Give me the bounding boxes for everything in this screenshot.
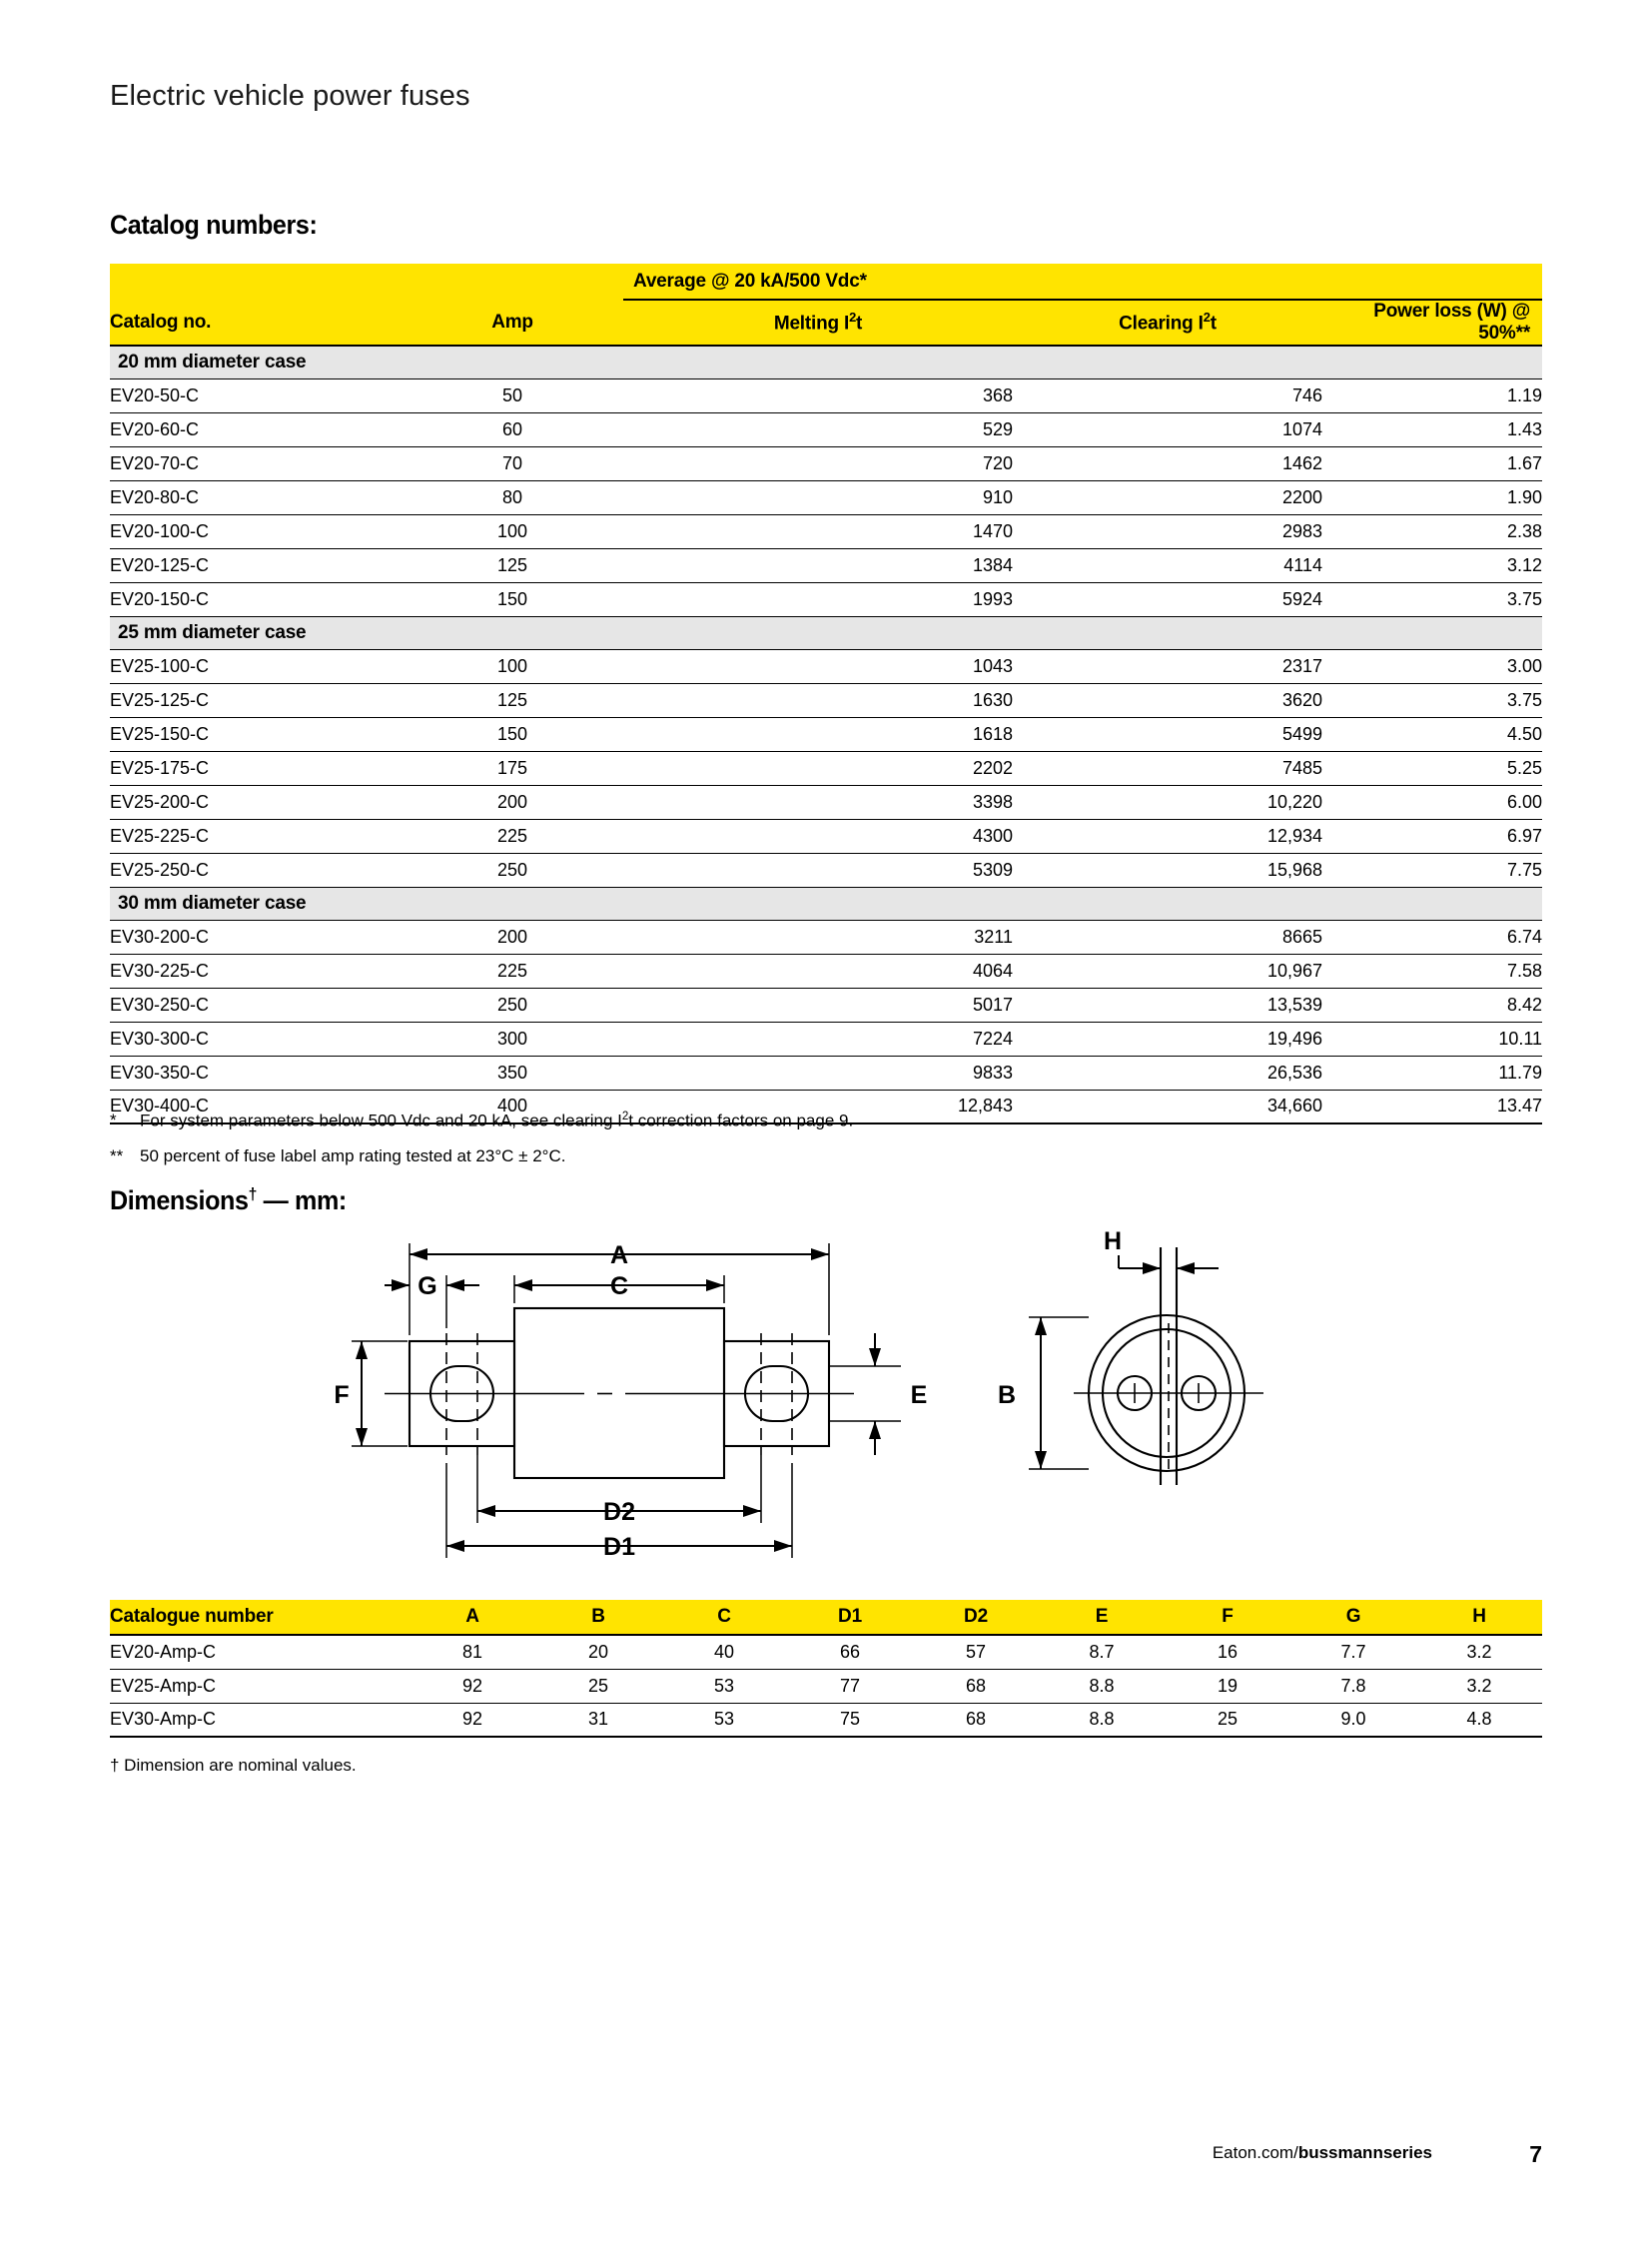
cell-power-loss: 3.00 (1322, 649, 1542, 683)
cell-clearing-i2t: 26,536 (1013, 1056, 1322, 1090)
dimensions-footnote: † Dimension are nominal values. (110, 1756, 357, 1775)
cell-catalog-no: EV20-125-C (110, 548, 402, 582)
cell-catalogue-number: EV20-Amp-C (110, 1635, 410, 1669)
table-row (110, 683, 1542, 717)
group-header-average: Average @ 20 kA/500 Vdc* (623, 264, 1542, 300)
table-row (110, 785, 1542, 819)
cell-clearing-i2t: 2983 (1013, 514, 1322, 548)
column-header-power-loss: Power loss (W) @ 50%** (1322, 300, 1542, 346)
cell-catalog-no: EV30-300-C (110, 1022, 402, 1056)
cell-melting-i2t: 529 (623, 412, 1013, 446)
footnote-text-1a: For system parameters below 500 Vdc and 20 kA, see clearing I (140, 1111, 622, 1130)
table-row (110, 548, 1542, 582)
dimensions-table-head (110, 1600, 1542, 1635)
cell-clearing-i2t: 13,539 (1013, 988, 1322, 1022)
cell-melting-i2t: 3211 (623, 920, 1013, 954)
cell-dimension-d2: 68 (913, 1669, 1039, 1703)
cell-power-loss: 3.75 (1322, 683, 1542, 717)
cell-dimension-g: 7.8 (1290, 1669, 1416, 1703)
dimensions-column-header-e: E (1039, 1600, 1165, 1635)
cell-catalog-no: EV30-350-C (110, 1056, 402, 1090)
footer-site-brand: bussmannseries (1297, 2143, 1432, 2162)
table-row (110, 480, 1542, 514)
table-row (110, 514, 1542, 548)
cell-power-loss: 6.97 (1322, 819, 1542, 853)
melting-label-tail: t (856, 313, 863, 335)
footnote-text-1b: t correction factors on page 9. (628, 1111, 854, 1130)
cell-melting-i2t: 1618 (623, 717, 1013, 751)
clearing-label-superscript: 2 (1203, 310, 1211, 326)
fuse-dimension-diagram (330, 1223, 1338, 1563)
catalog-group-label: 25 mm diameter case (110, 616, 1542, 649)
table-row (110, 988, 1542, 1022)
cell-clearing-i2t: 34,660 (1013, 1090, 1322, 1123)
cell-clearing-i2t: 746 (1013, 378, 1322, 412)
cell-clearing-i2t: 2200 (1013, 480, 1322, 514)
cell-melting-i2t: 1384 (623, 548, 1013, 582)
cell-power-loss: 1.19 (1322, 378, 1542, 412)
cell-catalog-no: EV20-60-C (110, 412, 402, 446)
cell-melting-i2t: 1043 (623, 649, 1013, 683)
catalog-group-subheader (110, 616, 1542, 649)
cell-amp: 125 (402, 683, 623, 717)
table-row (110, 853, 1542, 887)
dimensions-column-header-row (110, 1600, 1542, 1635)
cell-melting-i2t: 5309 (623, 853, 1013, 887)
footer-page-number: 7 (1529, 2141, 1542, 2167)
cell-melting-i2t: 720 (623, 446, 1013, 480)
cell-amp: 80 (402, 480, 623, 514)
cell-power-loss: 11.79 (1322, 1056, 1542, 1090)
cell-dimension-a: 92 (410, 1669, 535, 1703)
catalog-group-label: 20 mm diameter case (110, 346, 1542, 378)
table-row (110, 751, 1542, 785)
cell-power-loss: 1.43 (1322, 412, 1542, 446)
diagram-label-e: E (910, 1381, 928, 1409)
cell-amp: 250 (402, 988, 623, 1022)
cell-amp: 150 (402, 717, 623, 751)
cell-melting-i2t: 3398 (623, 785, 1013, 819)
cell-amp: 150 (402, 582, 623, 616)
cell-power-loss: 3.75 (1322, 582, 1542, 616)
cell-catalog-no: EV30-225-C (110, 954, 402, 988)
cell-power-loss: 8.42 (1322, 988, 1542, 1022)
cell-amp: 300 (402, 1022, 623, 1056)
cell-dimension-e: 8.8 (1039, 1669, 1165, 1703)
dimensions-column-header-b: B (535, 1600, 661, 1635)
cell-amp: 400 (402, 1090, 623, 1123)
group-header-spacer-amp (402, 264, 623, 300)
footnote-superscript-1: 2 (621, 1111, 629, 1122)
cell-melting-i2t: 368 (623, 378, 1013, 412)
cell-dimension-h: 3.2 (1416, 1635, 1542, 1669)
cell-melting-i2t: 7224 (623, 1022, 1013, 1056)
cell-clearing-i2t: 3620 (1013, 683, 1322, 717)
cell-catalog-no: EV20-150-C (110, 582, 402, 616)
cell-clearing-i2t: 1074 (1013, 412, 1322, 446)
footer-site-prefix: Eaton.com/ (1212, 2143, 1298, 2162)
cell-power-loss: 2.38 (1322, 514, 1542, 548)
cell-catalog-no: EV30-250-C (110, 988, 402, 1022)
diagram-label-h: H (1103, 1227, 1123, 1255)
cell-clearing-i2t: 12,934 (1013, 819, 1322, 853)
dimensions-table (110, 1600, 1542, 1738)
cell-amp: 175 (402, 751, 623, 785)
table-row (110, 1669, 1542, 1703)
cell-catalog-no: EV25-200-C (110, 785, 402, 819)
dimensions-column-header-c: C (661, 1600, 787, 1635)
table-row (110, 378, 1542, 412)
table-row (110, 1056, 1542, 1090)
cell-power-loss: 3.12 (1322, 548, 1542, 582)
cell-amp: 100 (402, 514, 623, 548)
cell-melting-i2t: 12,843 (623, 1090, 1013, 1123)
diagram-label-a: A (609, 1241, 629, 1269)
footnote-marker-1: * (110, 1111, 117, 1129)
cell-melting-i2t: 910 (623, 480, 1013, 514)
column-header-clearing-i2t (1013, 300, 1322, 346)
dimensions-heading (110, 1184, 347, 1216)
cell-dimension-g: 9.0 (1290, 1703, 1416, 1737)
diagram-label-d2: D2 (603, 1498, 635, 1526)
cell-dimension-f: 16 (1165, 1635, 1290, 1669)
dimensions-column-header-f: F (1165, 1600, 1290, 1635)
cell-dimension-d1: 77 (787, 1669, 913, 1703)
cell-amp: 250 (402, 853, 623, 887)
h-dimension-line (1119, 1255, 1219, 1268)
cell-catalog-no: EV20-80-C (110, 480, 402, 514)
table-row (110, 819, 1542, 853)
cell-amp: 70 (402, 446, 623, 480)
cell-catalog-no: EV25-250-C (110, 853, 402, 887)
dimensions-column-header-d2: D2 (913, 1600, 1039, 1635)
dimensions-column-header-h: H (1416, 1600, 1542, 1635)
cell-clearing-i2t: 5924 (1013, 582, 1322, 616)
cell-dimension-f: 19 (1165, 1669, 1290, 1703)
footnote-marker-2: ** (110, 1146, 124, 1165)
dimensions-heading-tail: — mm: (257, 1185, 347, 1215)
catalog-column-header-row (110, 300, 1542, 346)
cell-amp: 200 (402, 785, 623, 819)
cell-amp: 60 (402, 412, 623, 446)
cell-amp: 50 (402, 378, 623, 412)
cell-dimension-f: 25 (1165, 1703, 1290, 1737)
cell-power-loss: 6.00 (1322, 785, 1542, 819)
table-row (110, 1022, 1542, 1056)
melting-label-superscript: 2 (849, 310, 857, 326)
cell-catalog-no: EV20-70-C (110, 446, 402, 480)
cell-catalog-no: EV25-225-C (110, 819, 402, 853)
catalog-group-subheader (110, 346, 1542, 378)
table-row (110, 1703, 1542, 1737)
cell-amp: 225 (402, 954, 623, 988)
cell-melting-i2t: 9833 (623, 1056, 1013, 1090)
clearing-label-tail: t (1210, 313, 1217, 335)
cell-amp: 350 (402, 1056, 623, 1090)
cell-clearing-i2t: 7485 (1013, 751, 1322, 785)
table-row (110, 717, 1542, 751)
cell-catalogue-number: EV25-Amp-C (110, 1669, 410, 1703)
cell-catalog-no: EV25-125-C (110, 683, 402, 717)
cell-power-loss: 10.11 (1322, 1022, 1542, 1056)
table-row (110, 954, 1542, 988)
catalog-numbers-heading: Catalog numbers: (110, 210, 318, 240)
cell-dimension-d1: 75 (787, 1703, 913, 1737)
clearing-label-base: Clearing I (1119, 313, 1204, 335)
cell-catalog-no: EV25-100-C (110, 649, 402, 683)
catalog-numbers-table (110, 264, 1542, 1124)
catalog-group-header-row (110, 264, 1542, 300)
dimensions-column-header-g: G (1290, 1600, 1416, 1635)
catalog-group-label: 30 mm diameter case (110, 887, 1542, 920)
catalog-footnote-asterisk (110, 1111, 853, 1131)
cell-clearing-i2t: 15,968 (1013, 853, 1322, 887)
cell-power-loss: 1.90 (1322, 480, 1542, 514)
cell-power-loss: 4.50 (1322, 717, 1542, 751)
catalog-group-subheader (110, 887, 1542, 920)
diagram-label-d1: D1 (603, 1533, 635, 1561)
diagram-label-f: F (334, 1381, 350, 1409)
footnote-text-2a: 50 percent of fuse label amp rating tested at 23°C ± 2°C. (140, 1146, 566, 1165)
catalog-table-head (110, 264, 1542, 346)
cell-power-loss: 1.67 (1322, 446, 1542, 480)
cell-melting-i2t: 2202 (623, 751, 1013, 785)
dimensions-heading-base: Dimensions (110, 1185, 249, 1215)
table-row (110, 412, 1542, 446)
cell-dimension-c: 53 (661, 1669, 787, 1703)
dimensions-table-body (110, 1635, 1542, 1737)
cell-melting-i2t: 5017 (623, 988, 1013, 1022)
cell-dimension-g: 7.7 (1290, 1635, 1416, 1669)
diagram-label-g: G (417, 1272, 437, 1300)
cell-melting-i2t: 1470 (623, 514, 1013, 548)
cell-catalog-no: EV30-400-C (110, 1090, 402, 1123)
table-row (110, 1635, 1542, 1669)
group-header-spacer-catalog (110, 264, 402, 300)
cell-amp: 125 (402, 548, 623, 582)
cell-amp: 100 (402, 649, 623, 683)
table-row (110, 446, 1542, 480)
cell-power-loss: 13.47 (1322, 1090, 1542, 1123)
melting-label-base: Melting I (773, 313, 850, 335)
page-title: Electric vehicle power fuses (110, 80, 470, 112)
dimensions-column-header-name: Catalogue number (110, 1600, 410, 1635)
cell-catalog-no: EV30-200-C (110, 920, 402, 954)
catalog-footnote-double-asterisk (110, 1146, 565, 1166)
column-header-melting-i2t (623, 300, 1013, 346)
cell-dimension-a: 81 (410, 1635, 535, 1669)
cell-amp: 200 (402, 920, 623, 954)
cell-dimension-e: 8.8 (1039, 1703, 1165, 1737)
cell-clearing-i2t: 4114 (1013, 548, 1322, 582)
cell-dimension-b: 20 (535, 1635, 661, 1669)
footer-website (1213, 2143, 1432, 2163)
table-row (110, 649, 1542, 683)
cell-dimension-e: 8.7 (1039, 1635, 1165, 1669)
cell-catalog-no: EV25-175-C (110, 751, 402, 785)
cell-catalogue-number: EV30-Amp-C (110, 1703, 410, 1737)
cell-power-loss: 7.58 (1322, 954, 1542, 988)
cell-melting-i2t: 1630 (623, 683, 1013, 717)
column-header-amp: Amp (402, 300, 623, 346)
cell-clearing-i2t: 5499 (1013, 717, 1322, 751)
cell-power-loss: 6.74 (1322, 920, 1542, 954)
cell-dimension-d2: 68 (913, 1703, 1039, 1737)
cell-melting-i2t: 1993 (623, 582, 1013, 616)
cell-dimension-h: 3.2 (1416, 1669, 1542, 1703)
diagram-label-b: B (997, 1381, 1017, 1409)
column-header-catalog-no: Catalog no. (110, 300, 402, 346)
cell-dimension-c: 53 (661, 1703, 787, 1737)
cell-clearing-i2t: 19,496 (1013, 1022, 1322, 1056)
table-row (110, 582, 1542, 616)
cell-clearing-i2t: 8665 (1013, 920, 1322, 954)
cell-dimension-a: 92 (410, 1703, 535, 1737)
cell-dimension-c: 40 (661, 1635, 787, 1669)
cell-clearing-i2t: 2317 (1013, 649, 1322, 683)
cell-melting-i2t: 4064 (623, 954, 1013, 988)
cell-catalog-no: EV25-150-C (110, 717, 402, 751)
dimensions-heading-dagger: † (248, 1184, 258, 1203)
cell-dimension-h: 4.8 (1416, 1703, 1542, 1737)
cell-power-loss: 5.25 (1322, 751, 1542, 785)
cell-melting-i2t: 4300 (623, 819, 1013, 853)
cell-amp: 225 (402, 819, 623, 853)
cell-clearing-i2t: 10,220 (1013, 785, 1322, 819)
cell-clearing-i2t: 10,967 (1013, 954, 1322, 988)
cell-dimension-d2: 57 (913, 1635, 1039, 1669)
diagram-label-c: C (609, 1272, 629, 1300)
dimensions-column-header-d1: D1 (787, 1600, 913, 1635)
table-row (110, 920, 1542, 954)
cell-power-loss: 7.75 (1322, 853, 1542, 887)
cell-clearing-i2t: 1462 (1013, 446, 1322, 480)
cell-dimension-d1: 66 (787, 1635, 913, 1669)
cell-dimension-b: 25 (535, 1669, 661, 1703)
catalog-table-body (110, 346, 1542, 1123)
cell-catalog-no: EV20-100-C (110, 514, 402, 548)
dimensions-column-header-a: A (410, 1600, 535, 1635)
cell-dimension-b: 31 (535, 1703, 661, 1737)
cell-catalog-no: EV20-50-C (110, 378, 402, 412)
